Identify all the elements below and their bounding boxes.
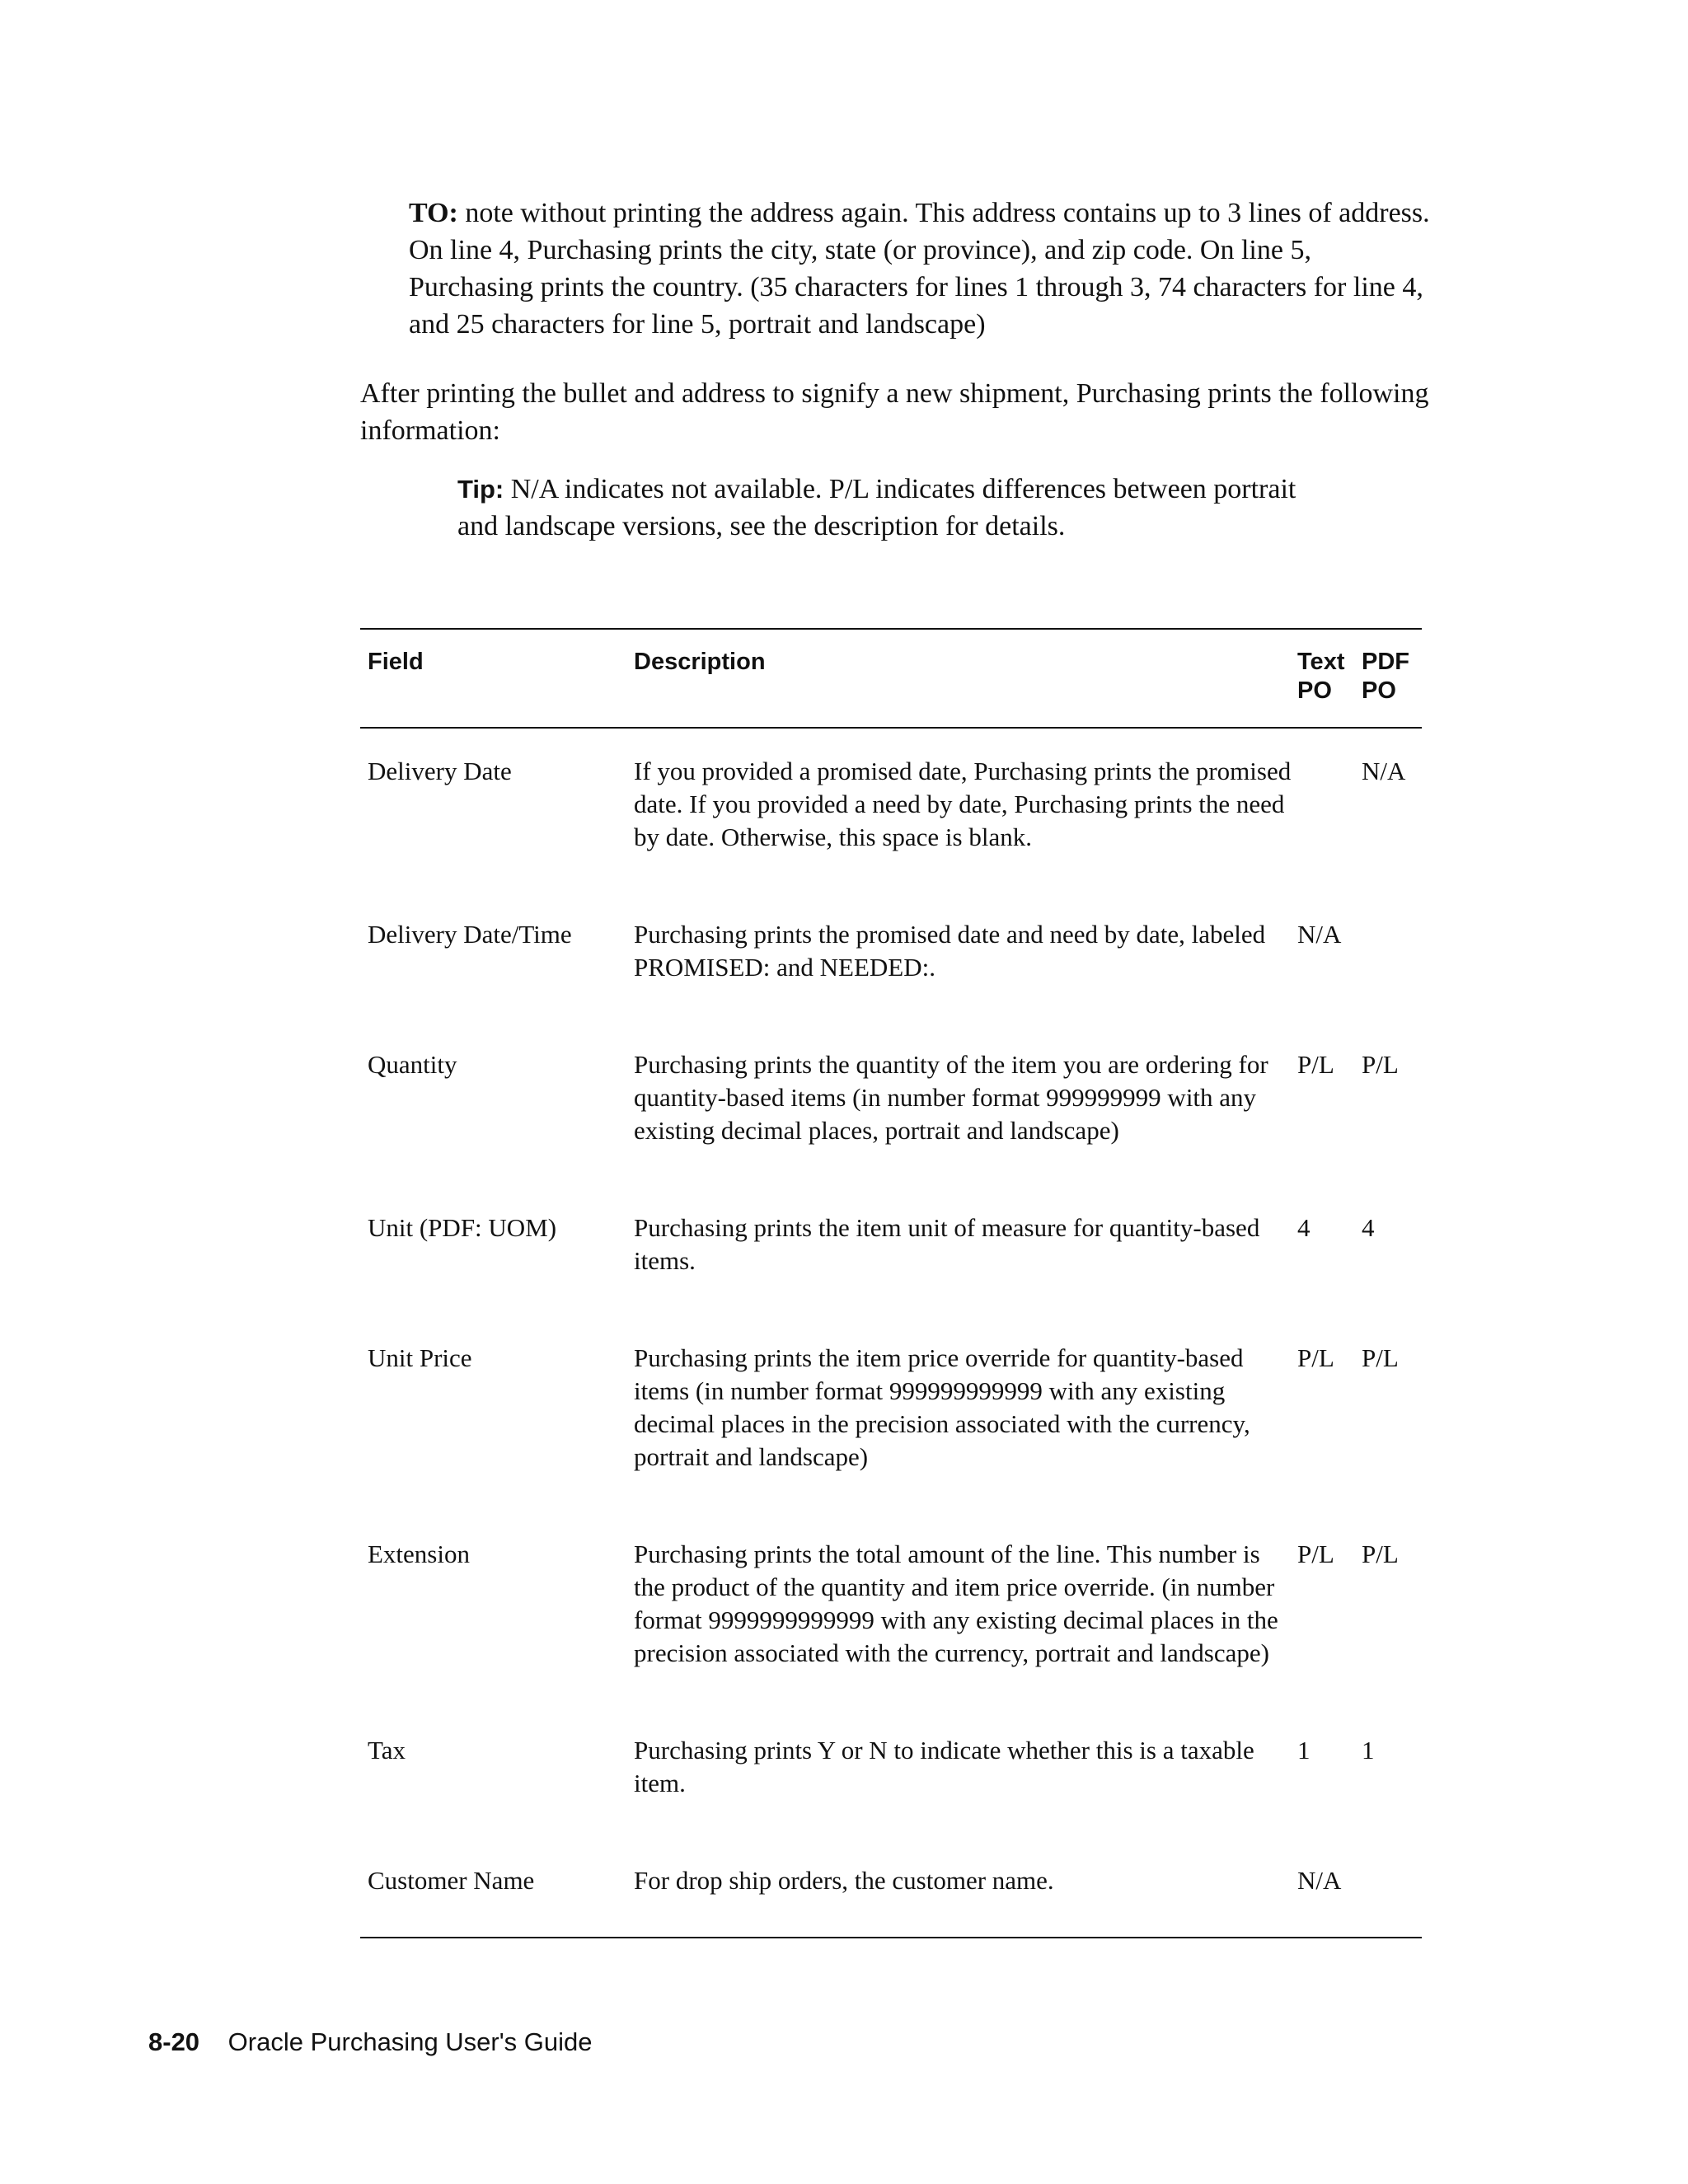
tip-label: Tip: — [457, 475, 504, 504]
field-cell: Unit (PDF: UOM) — [368, 1213, 557, 1242]
header-field: Field — [360, 629, 626, 728]
table-header-row — [360, 629, 1422, 728]
description-cell: Purchasing prints the quantity of the item you are ordering for quantity-based items (in number format 999999999 with any existing decimal places, portrait and landscape) — [634, 1050, 1268, 1145]
table-row — [360, 1317, 1422, 1513]
pdf-po-cell: P/L — [1362, 1343, 1399, 1372]
table-row — [360, 1709, 1422, 1840]
to-text: note without printing the address again. This address contains up to 3 lines of address. On line 4, Purchasing prints the city, state (or province), and zip code. On line 5, Purchasing prints the country. (35 characters for lines 1 through 3, 74 characters for line 4, and 25 characters for line 5, portrait and landscape) — [409, 198, 1430, 340]
page-footer — [148, 2026, 593, 2059]
field-cell: Customer Name — [368, 1866, 535, 1895]
text-po-cell: P/L — [1297, 1050, 1334, 1079]
text-po-cell — [1292, 728, 1357, 893]
table-row — [360, 1840, 1422, 1938]
field-cell: Unit Price — [368, 1343, 472, 1372]
footer-title: Oracle Purchasing User's Guide — [227, 2027, 593, 2056]
field-cell: Delivery Date/Time — [368, 920, 572, 949]
description-cell: Purchasing prints the total amount of the line. This number is the product of the quantity and item price override. (in number format 9999999999999 with any existing decimal places in the precision associated with the currency, portrait and landscape) — [634, 1540, 1278, 1667]
field-cell: Tax — [368, 1736, 406, 1765]
pdf-po-cell: 1 — [1362, 1736, 1375, 1765]
field-cell: Delivery Date — [368, 757, 512, 785]
text-po-cell: N/A — [1297, 920, 1342, 949]
text-po-cell: N/A — [1297, 1866, 1342, 1895]
tip-note — [457, 471, 1315, 545]
table-row — [360, 1513, 1422, 1709]
text-po-cell: 1 — [1297, 1736, 1311, 1765]
field-cell: Extension — [368, 1540, 470, 1568]
pdf-po-cell: P/L — [1362, 1050, 1399, 1079]
description-cell: Purchasing prints Y or N to indicate whether this is a taxable item. — [634, 1736, 1254, 1797]
to-label: TO: — [409, 198, 458, 228]
text-po-cell: P/L — [1297, 1343, 1334, 1372]
header-description: Description — [626, 629, 1292, 728]
description-cell: Purchasing prints the promised date and need by date, labeled PROMISED: and NEEDED:. — [634, 920, 1266, 982]
page-number: 8-20 — [148, 2027, 200, 2056]
description-cell: Purchasing prints the item price override for quantity-based items (in number format 999999999999 with any existing decimal places in the precision associated with the currency, portrait and landscape) — [634, 1343, 1250, 1471]
pdf-po-cell — [1357, 893, 1422, 1024]
description-cell: If you provided a promised date, Purchasing prints the promised date. If you provided a need by date, Purchasing prints the need by date. Otherwise, this space is blank. — [634, 757, 1292, 851]
intro-paragraph: After printing the bullet and address to signify a new shipment, Purchasing prints the following information: — [360, 378, 1429, 446]
table-row — [360, 893, 1422, 1024]
description-cell: For drop ship orders, the customer name. — [634, 1866, 1054, 1895]
header-text-po: Text PO — [1292, 629, 1357, 728]
field-description-table — [360, 628, 1422, 1938]
header-pdf-po: PDF PO — [1357, 629, 1422, 728]
tip-text: N/A indicates not available. P/L indicates differences between portrait and landscape versions, see the description for details. — [457, 474, 1296, 541]
field-cell: Quantity — [368, 1050, 457, 1079]
table-row — [360, 1024, 1422, 1187]
table-row — [360, 1187, 1422, 1317]
text-po-cell: 4 — [1297, 1213, 1311, 1242]
table-row — [360, 728, 1422, 893]
pdf-po-cell: N/A — [1362, 757, 1406, 785]
text-po-cell: P/L — [1297, 1540, 1334, 1568]
pdf-po-cell — [1357, 1840, 1422, 1938]
pdf-po-cell: P/L — [1362, 1540, 1399, 1568]
pdf-po-cell: 4 — [1362, 1213, 1375, 1242]
description-cell: Purchasing prints the item unit of measure for quantity-based items. — [634, 1213, 1260, 1275]
to-address-paragraph — [409, 194, 1431, 343]
